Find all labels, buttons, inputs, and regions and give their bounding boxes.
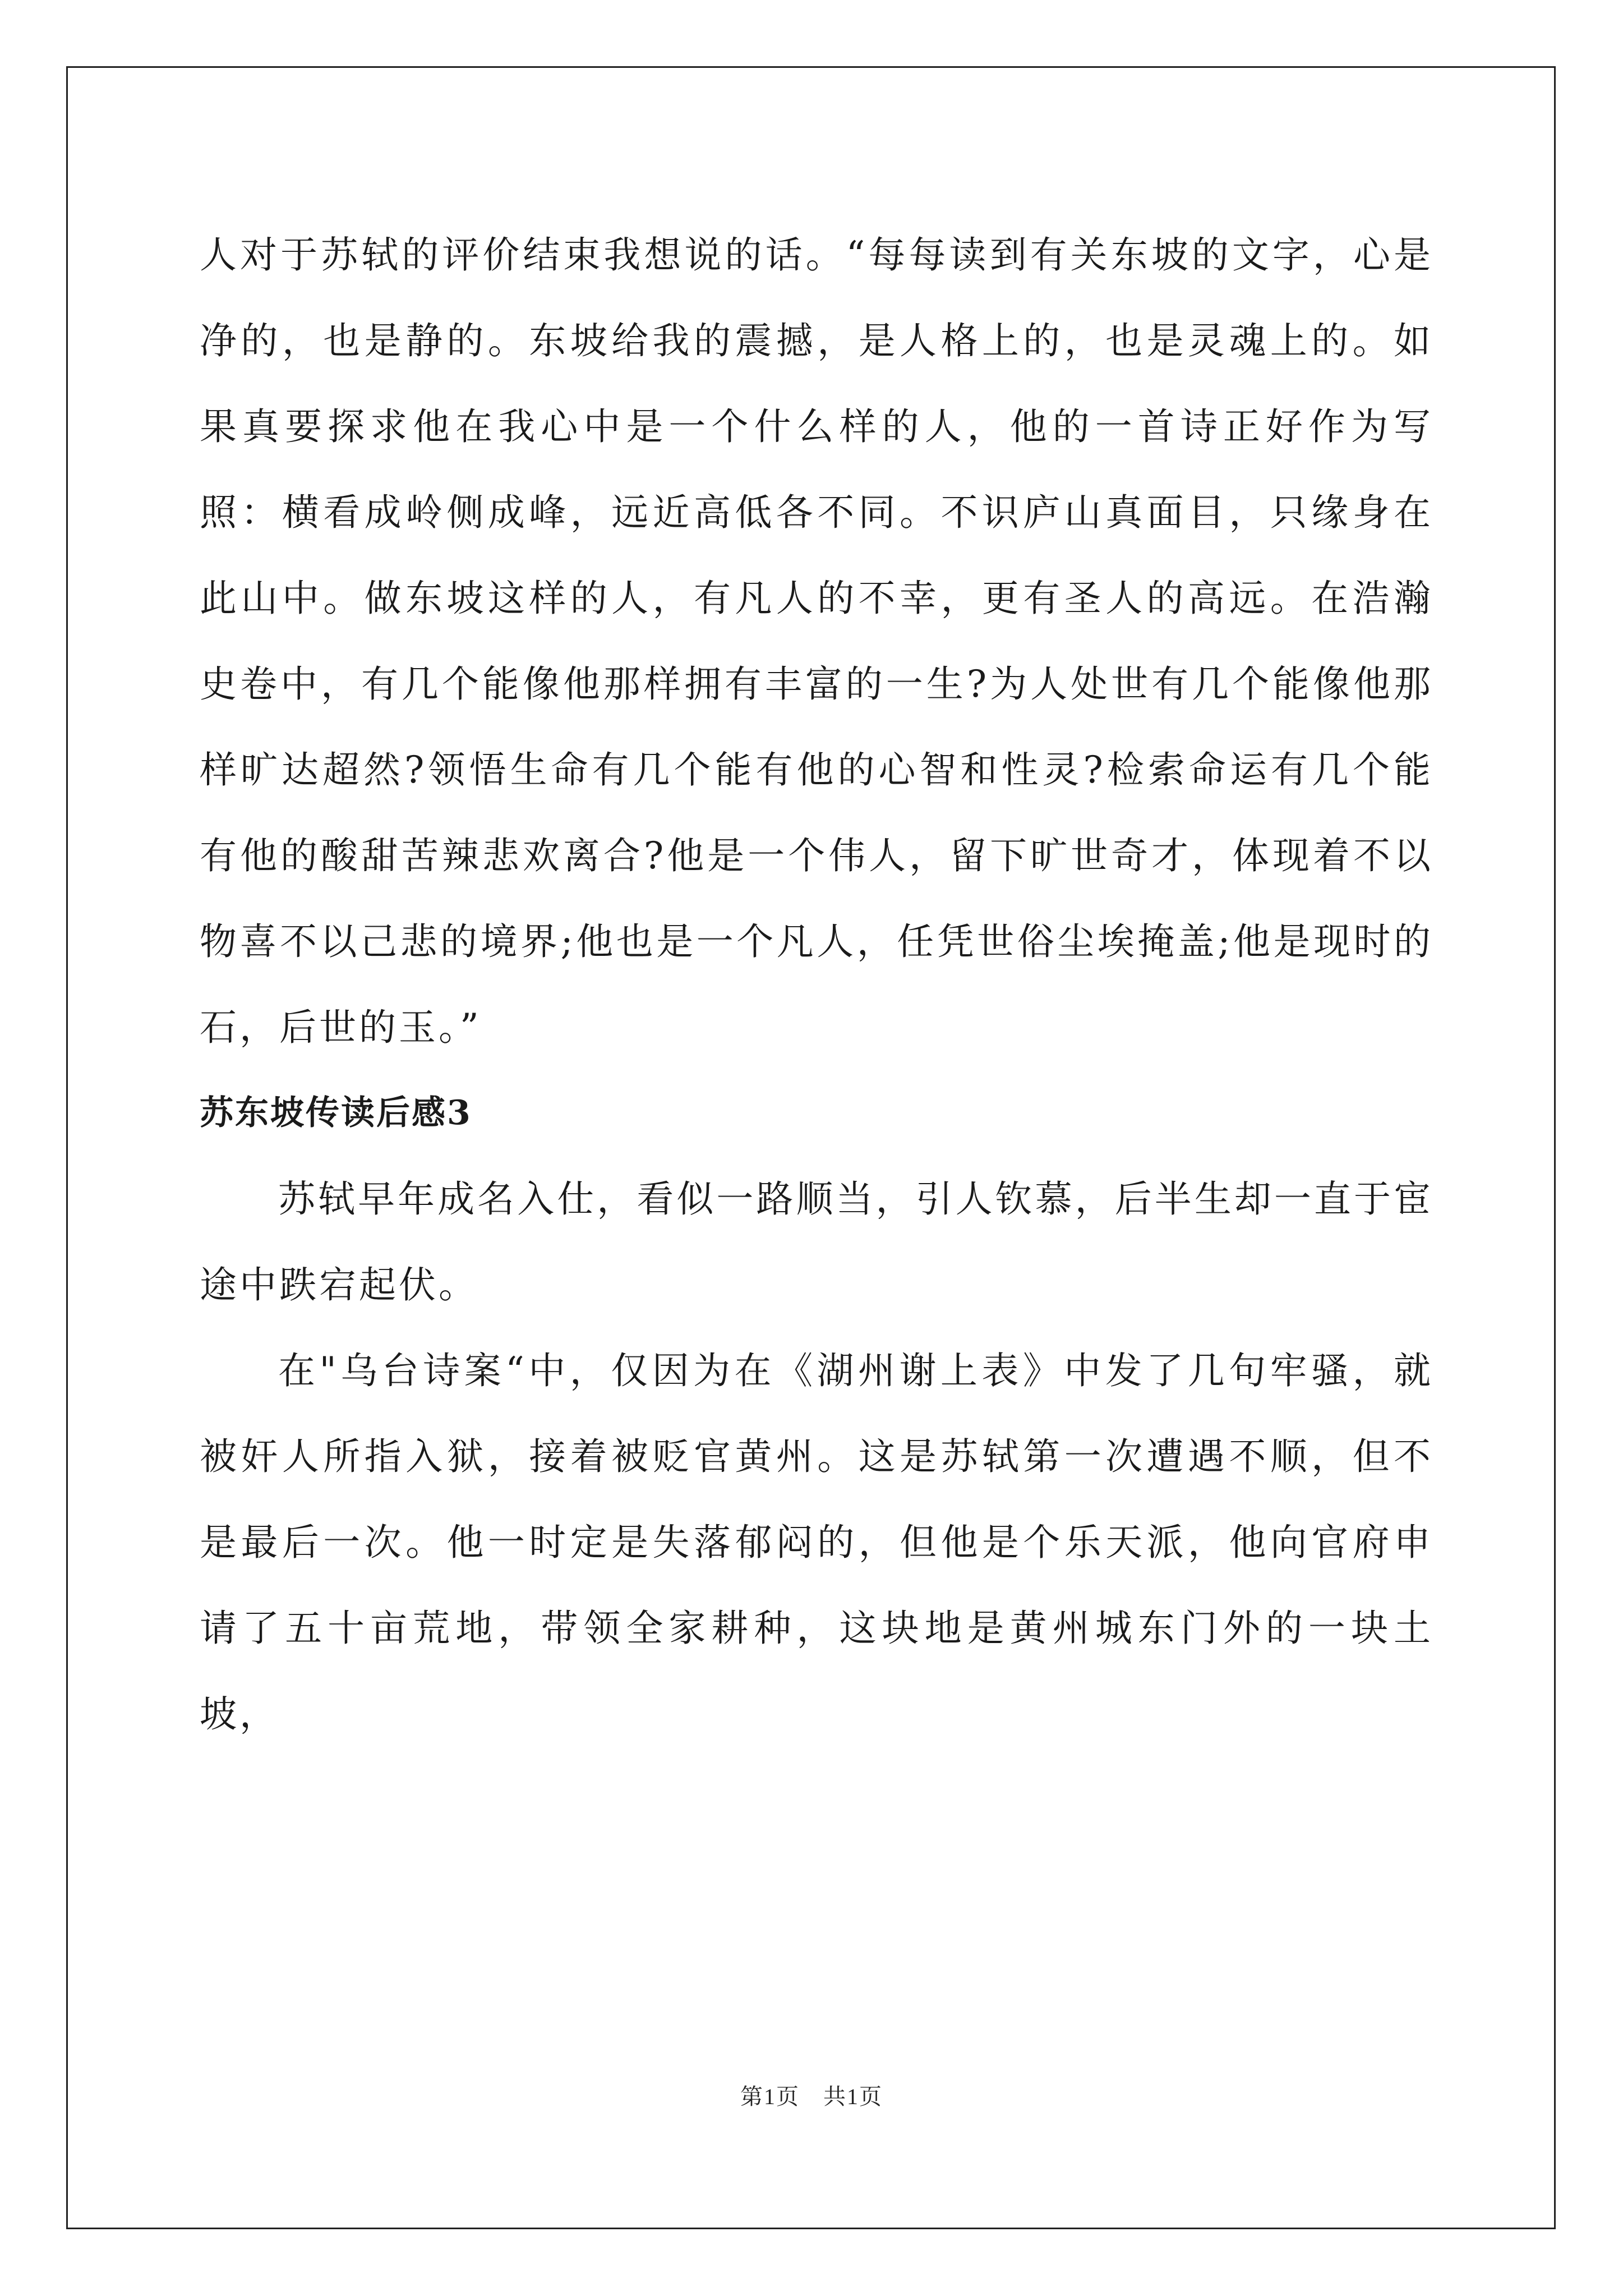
body-paragraph-2: 苏轼早年成名入仕，看似一路顺当，引人钦慕，后半生却一直于宦途中跌宕起伏。 bbox=[200, 1177, 1433, 1306]
document-body bbox=[200, 212, 1433, 1757]
body-paragraph-3: 在"乌台诗案“中，仅因为在《湖州谢上表》中发了几句牢骚，就被奸人所指入狱，接着被贬官黄州。这是苏轼第一次遭遇不顺，但不是最后一次。他一时定是失落郁闷的，但他是个乐天派，他向官府申请了五十亩荒地，带领全家耕种，这块地是黄州城东门外的一块土坡， bbox=[200, 1349, 1433, 1736]
section-title: 苏东坡传读后感3 bbox=[200, 1093, 472, 1133]
page-footer: 第1页 共1页 bbox=[740, 2084, 883, 2109]
body-paragraph-1: 人对于苏轼的评价结束我想说的话。“每每读到有关东坡的文字，心是净的，也是静的。东坡给我的震撼，是人格上的，也是灵魂上的。如果真要探求他在我心中是一个什么样的人，他的一首诗正好作为写照：横看成岭侧成峰，远近高低各不同。不识庐山真面目，只缘身在此山中。做东坡这样的人，有凡人的不幸，更有圣人的高远。在浩瀚史卷中，有几个能像他那样拥有丰富的一生?为人处世有几个能像他那样旷达超然?领悟生命有几个能有他的心智和性灵?检索命运有几个能有他的酸甜苦辣悲欢离合?他是一个伟人，留下旷世奇才，体现着不以物喜不以己悲的境界;他也是一个凡人，任凭世俗尘埃掩盖;他是现时的石，后世的玉。” bbox=[200, 233, 1433, 1049]
